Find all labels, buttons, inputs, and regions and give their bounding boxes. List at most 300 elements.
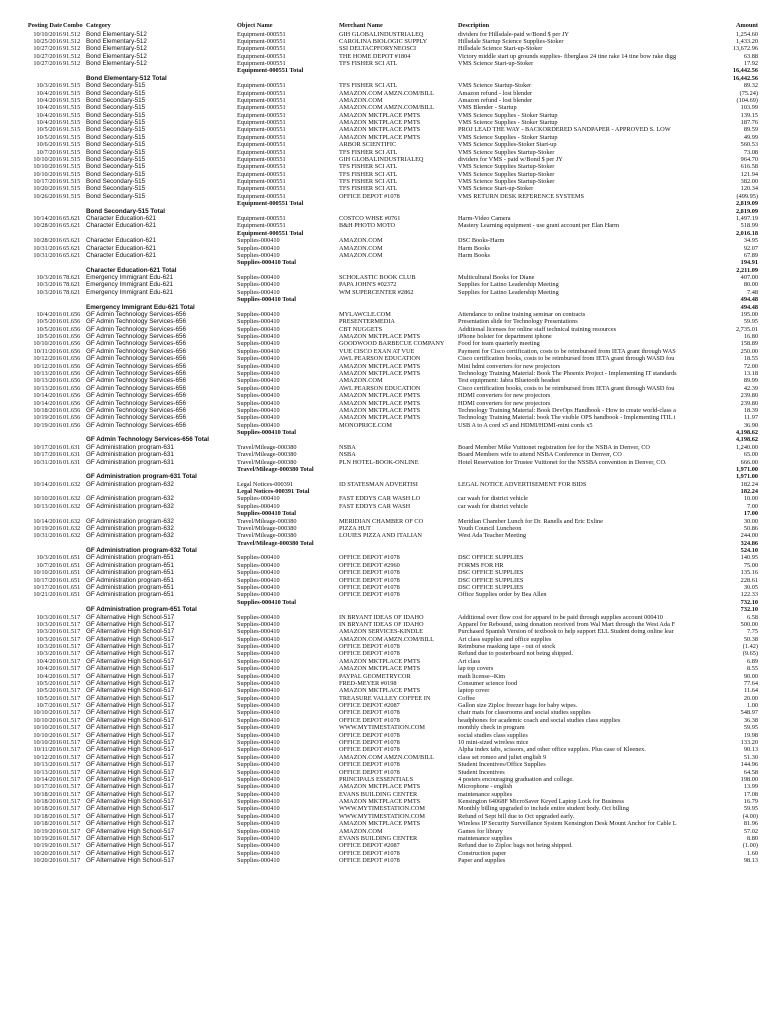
group-total-label: Emergency Immigrant Edu-621 Total bbox=[86, 303, 195, 311]
posting-date-cell: 10/4/2016 bbox=[36, 111, 62, 119]
posting-date-cell: 10/7/2016 bbox=[36, 148, 62, 156]
category-cell: Character Education-621 bbox=[86, 237, 157, 245]
combo-cell: 91.515 bbox=[63, 119, 81, 127]
table-row bbox=[0, 252, 770, 260]
description-cell: Amazon refund - lost blender bbox=[458, 96, 533, 104]
table-row bbox=[0, 185, 770, 193]
description-cell: Youth Council Luncheon bbox=[458, 524, 522, 532]
description-cell: VMS Blender - Startup bbox=[458, 104, 517, 112]
combo-cell: 91.512 bbox=[63, 30, 81, 38]
table-row bbox=[0, 171, 770, 179]
object-name-cell: Supplies-000410 bbox=[237, 731, 280, 739]
combo-cell: 91.512 bbox=[63, 45, 81, 53]
merchant-name-cell: NSBA bbox=[339, 451, 356, 459]
merchant-name-cell: EVANS BUILDING CENTER bbox=[339, 834, 418, 842]
category-cell: GF Admin Technology Services-656 bbox=[86, 421, 186, 429]
description-cell: VMS Science Supplies-Stoker Start-up bbox=[458, 141, 557, 149]
combo-cell: 91.515 bbox=[63, 141, 81, 149]
merchant-name-cell: FAST EDDYS CAR WASH LO bbox=[339, 495, 421, 503]
table-row bbox=[0, 732, 770, 740]
category-cell: GF Admin Technology Services-656 bbox=[86, 318, 186, 326]
table-row bbox=[0, 141, 770, 149]
combo-cell: 01.517 bbox=[63, 687, 81, 695]
object-name-cell: Supplies-000410 bbox=[237, 805, 280, 813]
posting-date-cell: 10/10/2016 bbox=[33, 731, 62, 739]
category-cell: GF Alternative High School-517 bbox=[86, 761, 175, 769]
subtotal-row bbox=[0, 429, 770, 437]
merchant-name-cell: AMAZON MKTPLACE PMTS bbox=[339, 820, 421, 828]
category-cell: GF Administration program-651 bbox=[86, 569, 174, 577]
merchant-name-cell: TFS FISHER SCI ATL bbox=[339, 148, 398, 156]
subtotal-row bbox=[0, 67, 770, 75]
combo-cell: 91.512 bbox=[63, 60, 81, 68]
amount-cell: 59.95 bbox=[743, 805, 758, 813]
description-cell: Supplies for Latino Leadership Meeting bbox=[458, 288, 559, 296]
category-cell: Character Education-621 bbox=[86, 251, 157, 259]
merchant-name-cell: WM SUPERCENTER #2862 bbox=[339, 288, 414, 296]
merchant-name-cell: AMAZON MKTPLACE PMTS bbox=[339, 406, 421, 414]
combo-cell: 01.517 bbox=[63, 679, 81, 687]
object-name-cell: Supplies-000410 bbox=[237, 584, 280, 591]
amount-cell: 182.24 bbox=[740, 480, 758, 488]
merchant-name-cell: AMAZON.COM AMZN.COM/BILL bbox=[339, 104, 434, 112]
category-cell: GF Administration program-651 bbox=[86, 584, 174, 591]
object-name-cell: Supplies-000410 bbox=[237, 672, 280, 680]
description-cell: Mastery Learning equipment - use grant account per Elan Harm bbox=[458, 222, 620, 230]
combo-cell: 65.621 bbox=[63, 215, 81, 222]
posting-date-cell: 10/25/2016 bbox=[33, 37, 62, 45]
description-cell: Amazon refund - lost blender bbox=[458, 89, 533, 97]
amount-cell: (4.00) bbox=[742, 812, 758, 820]
posting-date-cell: 10/20/2016 bbox=[33, 857, 62, 865]
table-row bbox=[0, 348, 770, 356]
object-name-cell: Equipment-000551 bbox=[237, 133, 286, 141]
posting-date-cell: 10/10/2016 bbox=[33, 170, 62, 178]
merchant-name-cell: TFS FISHER SCI ATL bbox=[339, 60, 398, 68]
amount-cell: 59.95 bbox=[743, 724, 758, 732]
posting-date-cell: 10/4/2016 bbox=[36, 96, 62, 104]
description-cell: VMS Science Start-up-Stoker bbox=[458, 60, 534, 68]
category-cell: GF Alternative High School-517 bbox=[86, 753, 175, 761]
posting-date-cell: 10/4/2016 bbox=[36, 104, 62, 112]
object-name-cell: Supplies-000410 bbox=[237, 399, 280, 407]
posting-date-cell: 10/18/2016 bbox=[33, 406, 62, 414]
amount-cell: 34.95 bbox=[743, 237, 758, 245]
merchant-name-cell: AMAZON MKTPLACE PMTS bbox=[339, 119, 421, 127]
object-name-cell: Supplies-000410 bbox=[237, 694, 280, 702]
object-name-cell: Equipment-000551 bbox=[237, 111, 286, 119]
posting-date-cell: 10/10/2016 bbox=[33, 716, 62, 724]
table-row bbox=[0, 813, 770, 821]
table-row bbox=[0, 459, 770, 467]
amount-cell: 16,442.56 bbox=[732, 67, 758, 75]
posting-date-cell: 10/5/2016 bbox=[36, 679, 62, 687]
posting-date-cell: 10/3/2016 bbox=[36, 650, 62, 658]
amount-cell: 524.10 bbox=[740, 547, 758, 555]
table-row bbox=[0, 215, 770, 223]
amount-cell: 13.99 bbox=[743, 783, 758, 791]
amount-cell: 187.76 bbox=[740, 119, 758, 127]
table-row bbox=[0, 407, 770, 415]
amount-cell: 382.00 bbox=[740, 178, 758, 186]
amount-cell: 30.05 bbox=[743, 584, 758, 591]
combo-cell: 01.656 bbox=[63, 384, 81, 392]
amount-cell: 11.64 bbox=[744, 687, 758, 695]
table-row bbox=[0, 363, 770, 371]
amount-cell: 158.89 bbox=[740, 340, 758, 348]
description-cell: Meridian Chamber Lunch for Dr. Ranells and Eric Exline bbox=[458, 517, 603, 525]
table-row bbox=[0, 746, 770, 754]
merchant-name-cell: PAYPAL GEOMETRYCOR bbox=[339, 672, 411, 680]
combo-cell: 91.515 bbox=[63, 82, 81, 90]
category-cell: Character Education-621 bbox=[86, 215, 157, 222]
object-name-cell: Supplies-000410 bbox=[237, 318, 280, 326]
description-cell: LEGAL NOTICE ADVERTISEMENT FOR BIDS bbox=[458, 480, 587, 488]
combo-cell: 01.517 bbox=[63, 628, 81, 636]
object-name-cell: Equipment-000551 bbox=[237, 170, 286, 178]
subtotal-row bbox=[0, 599, 770, 607]
amount-cell: (499.95) bbox=[736, 192, 758, 200]
posting-date-cell: 10/31/2016 bbox=[33, 251, 62, 259]
merchant-name-cell: AMAZON MKTPLACE PMTS bbox=[339, 133, 421, 141]
amount-cell: 89.99 bbox=[743, 377, 758, 385]
description-cell: car wash for district vehicle bbox=[458, 495, 528, 503]
table-row bbox=[0, 842, 770, 850]
category-cell: Bond Secondary-515 bbox=[86, 155, 146, 163]
amount-cell: 89.59 bbox=[743, 126, 758, 134]
category-cell: GF Alternative High School-517 bbox=[86, 842, 175, 850]
merchant-name-cell: GIH GLOBALINDUSTRIALEQ bbox=[339, 155, 424, 163]
category-cell: Bond Elementary-512 bbox=[86, 52, 147, 60]
posting-date-cell: 10/21/2016 bbox=[33, 591, 62, 599]
posting-date-cell: 10/20/2016 bbox=[33, 185, 62, 193]
table-row bbox=[0, 38, 770, 46]
object-name-cell: Supplies-000410 bbox=[237, 591, 280, 599]
amount-cell: 72.00 bbox=[743, 362, 758, 370]
object-name-cell: Supplies-000410 bbox=[237, 576, 280, 584]
subtotal-label: Supplies-000410 Total bbox=[237, 259, 296, 267]
amount-cell: 98.13 bbox=[743, 857, 758, 865]
merchant-name-cell: OFFICE DEPOT #1078 bbox=[339, 761, 400, 769]
table-row bbox=[0, 680, 770, 688]
merchant-name-cell: TFS FISHER SCI ATL bbox=[339, 170, 398, 178]
table-row bbox=[0, 90, 770, 98]
merchant-name-cell: IN BRYANT IDEAS OF IDAHO bbox=[339, 620, 424, 628]
category-cell: GF Administration program-632 bbox=[86, 517, 174, 525]
merchant-name-cell: OFFICE DEPOT #1078 bbox=[339, 768, 400, 776]
description-cell: Consumer science food bbox=[458, 679, 518, 687]
combo-cell: 91.515 bbox=[63, 126, 81, 134]
object-name-cell: Supplies-000410 bbox=[237, 679, 280, 687]
merchant-name-cell: MONOPRICE.COM bbox=[339, 421, 393, 429]
group-total-label: GF Administration program-632 Total bbox=[86, 547, 197, 555]
subtotal-row bbox=[0, 296, 770, 304]
object-name-cell: Supplies-000410 bbox=[237, 702, 280, 710]
amount-cell: 133.20 bbox=[740, 738, 758, 746]
table-row bbox=[0, 518, 770, 526]
description-cell: HDMI converters for new projectors bbox=[458, 399, 551, 407]
amount-cell: 1.00 bbox=[746, 702, 758, 710]
object-name-cell: Equipment-000551 bbox=[237, 52, 286, 60]
merchant-name-cell: CAROLINA BIOLOGIC SUPPLY bbox=[339, 37, 428, 45]
category-cell: GF Alternative High School-517 bbox=[86, 805, 175, 813]
description-cell: Additional over flow cost for apparel to be paid through supplies account 000410 bbox=[458, 613, 663, 621]
description-cell: 10 mini-sized wireless mice bbox=[458, 738, 529, 746]
table-row bbox=[0, 820, 770, 828]
combo-cell: 91.515 bbox=[63, 170, 81, 178]
amount-cell: 42.39 bbox=[743, 384, 758, 392]
combo-cell: 91.515 bbox=[63, 185, 81, 193]
amount-cell: (1.00) bbox=[742, 842, 758, 850]
merchant-name-cell: FAST EDDYS CAR WASH bbox=[339, 502, 411, 510]
table-row bbox=[0, 665, 770, 673]
description-cell: Reimburse masking tape - out of stock bbox=[458, 643, 556, 651]
posting-date-cell: 10/19/2016 bbox=[33, 414, 62, 422]
amount-cell: 19.98 bbox=[743, 731, 758, 739]
object-name-cell: Supplies-000410 bbox=[237, 340, 280, 348]
combo-cell: 65.621 bbox=[63, 222, 81, 230]
description-cell: Victory middle start up grounds supplies- fiberglass 24 tine rake 14 tine bow rake digg bbox=[458, 52, 677, 60]
object-name-cell: Equipment-000551 bbox=[237, 178, 286, 186]
object-name-cell: Supplies-000410 bbox=[237, 377, 280, 385]
table-row bbox=[0, 739, 770, 747]
merchant-name-cell: OFFICE DEPOT #1078 bbox=[339, 643, 400, 651]
combo-cell: 01.656 bbox=[63, 369, 81, 377]
combo-cell: 01.656 bbox=[63, 406, 81, 414]
category-cell: Bond Secondary-515 bbox=[86, 163, 146, 171]
category-cell: Bond Secondary-515 bbox=[86, 185, 146, 193]
amount-cell: 8.80 bbox=[746, 834, 758, 842]
merchant-name-cell: OFFICE DEPOT #2960 bbox=[339, 561, 400, 569]
posting-date-cell: 10/18/2016 bbox=[33, 820, 62, 828]
table-row bbox=[0, 636, 770, 644]
table-row bbox=[0, 82, 770, 90]
description-cell: math license--Kim bbox=[458, 672, 506, 680]
amount-cell: 77.64 bbox=[743, 679, 758, 687]
posting-date-cell: 10/13/2016 bbox=[33, 761, 62, 769]
table-row bbox=[0, 31, 770, 39]
group-total-row bbox=[0, 304, 770, 312]
merchant-name-cell: AMAZON MKTPLACE PMTS bbox=[339, 392, 421, 400]
table-row bbox=[0, 422, 770, 430]
category-cell: GF Alternative High School-517 bbox=[86, 798, 175, 806]
table-row bbox=[0, 414, 770, 422]
merchant-name-cell: CBT NUGGETS bbox=[339, 325, 383, 333]
posting-date-cell: 10/13/2016 bbox=[33, 768, 62, 776]
table-row bbox=[0, 658, 770, 666]
table-row bbox=[0, 857, 770, 865]
amount-cell: 140.95 bbox=[740, 554, 758, 562]
merchant-name-cell: TFS FISHER SCI ATL bbox=[339, 82, 398, 90]
amount-cell: 81.96 bbox=[743, 820, 758, 828]
category-cell: GF Alternative High School-517 bbox=[86, 635, 175, 643]
combo-cell: 01.517 bbox=[63, 812, 81, 820]
category-cell: GF Administration program-651 bbox=[86, 554, 174, 562]
combo-cell: 01.517 bbox=[63, 842, 81, 850]
category-cell: GF Admin Technology Services-656 bbox=[86, 406, 186, 414]
amount-cell: 30.00 bbox=[743, 517, 758, 525]
object-name-cell: Legal Notices-000391 bbox=[237, 480, 294, 488]
combo-cell: 01.656 bbox=[63, 362, 81, 370]
description-cell: Coffee bbox=[458, 694, 476, 702]
combo-cell: 91.515 bbox=[63, 192, 81, 200]
description-cell: Board Members wife to attend NSBA Conference in Denver, CO bbox=[458, 451, 622, 459]
object-name-cell: Travel/Mileage-000380 bbox=[237, 524, 297, 532]
amount-cell: 616.58 bbox=[740, 163, 758, 171]
subtotal-label: Travel/Mileage-000380 Total bbox=[237, 465, 314, 473]
object-name-cell: Supplies-000410 bbox=[237, 384, 280, 392]
posting-date-cell: 10/7/2016 bbox=[36, 702, 62, 710]
posting-date-cell: 10/18/2016 bbox=[33, 790, 62, 798]
subtotal-label: Supplies-000410 Total bbox=[237, 510, 296, 518]
subtotal-label: Equipment-000551 Total bbox=[237, 229, 304, 237]
description-cell: Wireless IP Security Surveillance System Kensington Desk Mount Anchor for Cable L bbox=[458, 820, 677, 828]
object-name-cell: Equipment-000551 bbox=[237, 119, 286, 127]
posting-date-cell: 10/10/2016 bbox=[33, 155, 62, 163]
combo-cell: 01.651 bbox=[63, 554, 81, 562]
description-cell: maintenance supplies bbox=[458, 834, 513, 842]
description-cell: Harm Books bbox=[458, 244, 491, 252]
category-cell: Bond Elementary-512 bbox=[86, 37, 147, 45]
table-row bbox=[0, 687, 770, 695]
category-cell: GF Administration program-631 bbox=[86, 451, 174, 459]
amount-cell: 500.00 bbox=[740, 620, 758, 628]
description-cell: Construction paper bbox=[458, 849, 507, 857]
category-cell: GF Administration program-632 bbox=[86, 524, 174, 532]
header-object-name: Object Name bbox=[237, 22, 273, 29]
subtotal-label: Supplies-000410 Total bbox=[237, 296, 296, 304]
object-name-cell: Supplies-000410 bbox=[237, 790, 280, 798]
amount-cell: 198.00 bbox=[740, 775, 758, 783]
combo-cell: 91.515 bbox=[63, 104, 81, 112]
description-cell: class set romeo and juliet english 9 bbox=[458, 753, 547, 761]
merchant-name-cell: PAPA JOHN'S #02372 bbox=[339, 281, 397, 289]
amount-cell: 560.53 bbox=[740, 141, 758, 149]
object-name-cell: Supplies-000410 bbox=[237, 746, 280, 754]
object-name-cell: Supplies-000410 bbox=[237, 281, 280, 289]
table-row bbox=[0, 805, 770, 813]
posting-date-cell: 10/14/2016 bbox=[33, 399, 62, 407]
category-cell: GF Alternative High School-517 bbox=[86, 849, 175, 857]
amount-cell: 13.18 bbox=[743, 369, 758, 377]
posting-date-cell: 10/3/2016 bbox=[36, 554, 62, 562]
posting-date-cell: 10/11/2016 bbox=[33, 746, 62, 754]
posting-date-cell: 10/17/2016 bbox=[33, 576, 62, 584]
merchant-name-cell: AMAZON.COM bbox=[339, 251, 383, 259]
table-row bbox=[0, 392, 770, 400]
combo-cell: 01.517 bbox=[63, 753, 81, 761]
object-name-cell: Supplies-000410 bbox=[237, 288, 280, 296]
merchant-name-cell: AMAZON MKTPLACE PMTS bbox=[339, 783, 421, 791]
subtotal-row bbox=[0, 466, 770, 474]
table-row bbox=[0, 400, 770, 408]
category-cell: GF Alternative High School-517 bbox=[86, 650, 175, 658]
category-cell: GF Alternative High School-517 bbox=[86, 812, 175, 820]
merchant-name-cell: MERIDIAN CHAMBER OF CO bbox=[339, 517, 424, 525]
merchant-name-cell: AWL PEARSON EDUCATION bbox=[339, 355, 421, 363]
combo-cell: 01.651 bbox=[63, 591, 81, 599]
description-cell: Student Incentives/Office Supplies bbox=[458, 761, 546, 769]
merchant-name-cell: GIH GLOBALINDUSTRIALEQ bbox=[339, 30, 424, 38]
group-total-row bbox=[0, 436, 770, 444]
description-cell: VMS Science Supplies - Stoker Startup bbox=[458, 111, 558, 119]
description-cell: Multicultural Books for Diane bbox=[458, 274, 535, 282]
object-name-cell: Supplies-000410 bbox=[237, 635, 280, 643]
combo-cell: 01.651 bbox=[63, 561, 81, 569]
amount-cell: 4,198.62 bbox=[735, 429, 758, 437]
table-row bbox=[0, 149, 770, 157]
amount-cell: 16.80 bbox=[743, 333, 758, 341]
posting-date-cell: 10/14/2016 bbox=[33, 480, 62, 488]
combo-cell: 01.656 bbox=[63, 414, 81, 422]
posting-date-cell: 10/3/2016 bbox=[36, 82, 62, 90]
combo-cell: 01.632 bbox=[63, 502, 81, 510]
table-row bbox=[0, 377, 770, 385]
combo-cell: 01.651 bbox=[63, 584, 81, 591]
table-row bbox=[0, 97, 770, 105]
object-name-cell: Supplies-000410 bbox=[237, 716, 280, 724]
amount-cell: 59.95 bbox=[743, 318, 758, 326]
category-cell: GF Alternative High School-517 bbox=[86, 694, 175, 702]
description-cell: Presentation slide for Technology Presentations bbox=[458, 318, 578, 326]
table-row bbox=[0, 761, 770, 769]
object-name-cell: Supplies-000410 bbox=[237, 650, 280, 658]
posting-date-cell: 10/10/2016 bbox=[33, 163, 62, 171]
amount-cell: 144.96 bbox=[740, 761, 758, 769]
amount-cell: 17.92 bbox=[743, 60, 758, 68]
amount-cell: 324.86 bbox=[740, 539, 758, 547]
posting-date-cell: 10/4/2016 bbox=[36, 657, 62, 665]
category-cell: GF Admin Technology Services-656 bbox=[86, 310, 186, 318]
amount-cell: 65.00 bbox=[743, 451, 758, 459]
object-name-cell: Supplies-000410 bbox=[237, 857, 280, 865]
combo-cell: 01.632 bbox=[63, 532, 81, 540]
category-cell: Bond Secondary-515 bbox=[86, 126, 146, 134]
object-name-cell: Supplies-000410 bbox=[237, 775, 280, 783]
category-cell: GF Administration program-651 bbox=[86, 591, 174, 599]
posting-date-cell: 10/6/2016 bbox=[36, 141, 62, 149]
object-name-cell: Supplies-000410 bbox=[237, 834, 280, 842]
description-cell: Hillsdale Startup Science Supplies-Stoker bbox=[458, 37, 564, 45]
category-cell: GF Alternative High School-517 bbox=[86, 620, 175, 628]
combo-cell: 01.517 bbox=[63, 672, 81, 680]
table-row bbox=[0, 850, 770, 858]
category-cell: Bond Secondary-515 bbox=[86, 96, 146, 104]
category-cell: GF Alternative High School-517 bbox=[86, 613, 175, 621]
combo-cell: 01.656 bbox=[63, 355, 81, 363]
category-cell: GF Alternative High School-517 bbox=[86, 724, 175, 732]
merchant-name-cell: WWW.MYTIMESTATION.COM bbox=[339, 805, 426, 813]
combo-cell: 01.517 bbox=[63, 798, 81, 806]
amount-cell: 2,819.09 bbox=[735, 200, 758, 208]
description-cell: Refund due to Ziploc bags not being shipped. bbox=[458, 842, 573, 850]
combo-cell: 01.517 bbox=[63, 724, 81, 732]
description-cell: DSC Books-Harm bbox=[458, 237, 505, 245]
object-name-cell: Equipment-000551 bbox=[237, 192, 286, 200]
category-cell: GF Admin Technology Services-656 bbox=[86, 355, 186, 363]
category-cell: Bond Secondary-515 bbox=[86, 192, 146, 200]
category-cell: GF Administration program-632 bbox=[86, 495, 174, 503]
posting-date-cell: 10/4/2016 bbox=[36, 89, 62, 97]
merchant-name-cell: OFFICE DEPOT #1078 bbox=[339, 192, 400, 200]
combo-cell: 65.621 bbox=[63, 237, 81, 245]
category-cell: GF Administration program-632 bbox=[86, 502, 174, 510]
amount-cell: 36.90 bbox=[743, 421, 758, 429]
posting-date-cell: 10/17/2016 bbox=[33, 451, 62, 459]
posting-date-cell: 10/19/2016 bbox=[33, 421, 62, 429]
merchant-name-cell: OFFICE DEPOT #1078 bbox=[339, 857, 400, 865]
description-cell: West Ada Teacher Meeting bbox=[458, 532, 527, 540]
